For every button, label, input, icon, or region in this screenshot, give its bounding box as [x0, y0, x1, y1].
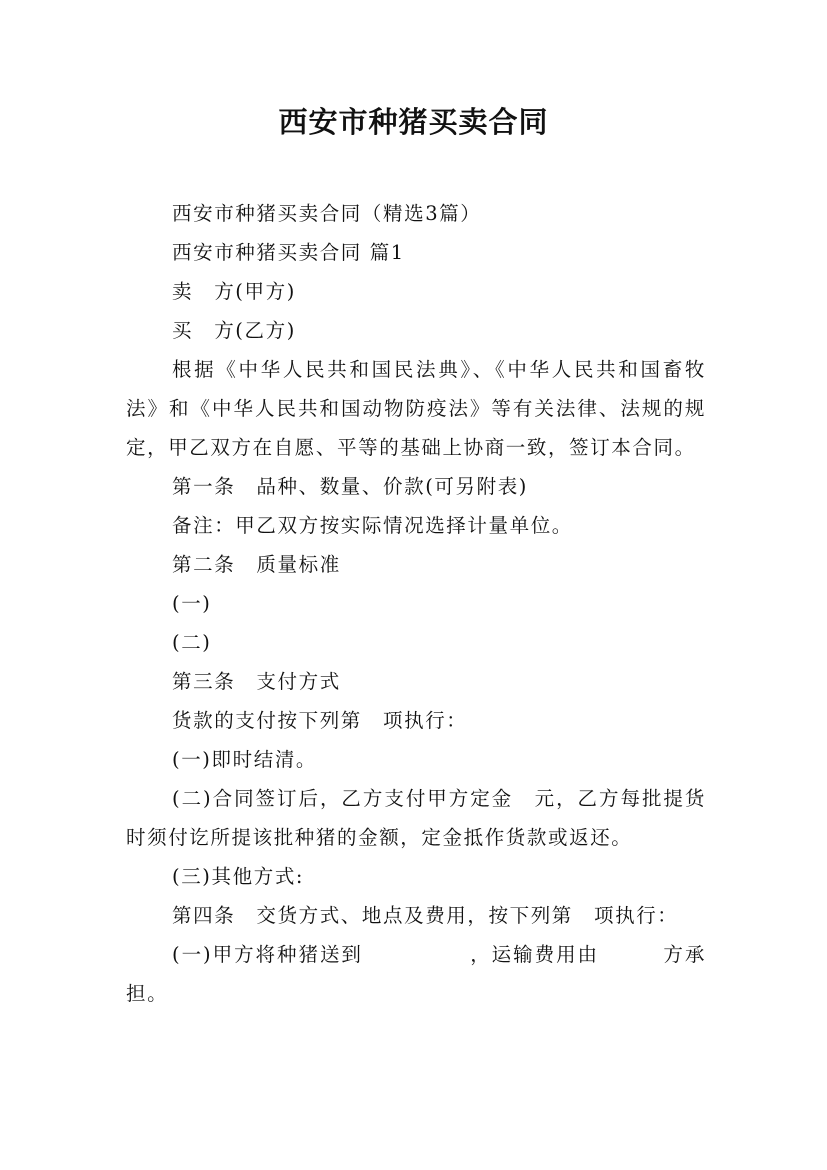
- paragraph-payment-option-1: (一)即时结清。: [172, 748, 318, 771]
- paragraph-article-4: 第四条 交货方式、地点及费用，按下列第 项执行：: [172, 904, 679, 927]
- paragraph-subtitle: 西安市种猪买卖合同（精选3篇）: [172, 202, 482, 225]
- paragraph-article-3: 第三条 支付方式: [172, 670, 341, 693]
- paragraph-note: 备注：甲乙双方按实际情况选择计量单位。: [172, 514, 573, 537]
- paragraph-quality-item-2: (二): [172, 631, 212, 654]
- paragraph-payment-intro: 货款的支付按下列第 项执行：: [172, 709, 468, 732]
- paragraph-payment-option-2: (二)合同签订后，乙方支付甲方定金 元，乙方每批提货时须付讫所提该批种猪的金额，定金抵作货款或返还。: [126, 787, 706, 849]
- paragraph-quality-item-1: (一): [172, 592, 212, 615]
- paragraph-article-2: 第二条 质量标准: [172, 553, 341, 576]
- paragraph-payment-option-3: (三)其他方式:: [172, 865, 305, 888]
- document-body: [126, 194, 706, 1013]
- paragraph-delivery-option-1: (一)甲方将种猪送到 ，运输费用由 方承担。: [126, 943, 706, 1005]
- paragraph-section-heading: 西安市种猪买卖合同 篇1: [172, 241, 405, 264]
- paragraph-seller: 卖 方(甲方): [172, 280, 296, 303]
- paragraph-article-1: 第一条 品种、数量、价款(可另附表): [172, 475, 529, 498]
- paragraph-buyer: 买 方(乙方): [172, 319, 296, 342]
- document-title: 西安市种猪买卖合同: [278, 105, 549, 139]
- paragraph-preamble: 根据《中华人民共和国民法典》、《中华人民共和国畜牧法》和《中华人民共和国动物防疫法》等有关法律、法规的规定，甲乙双方在自愿、平等的基础上协商一致，签订本合同。: [126, 358, 706, 459]
